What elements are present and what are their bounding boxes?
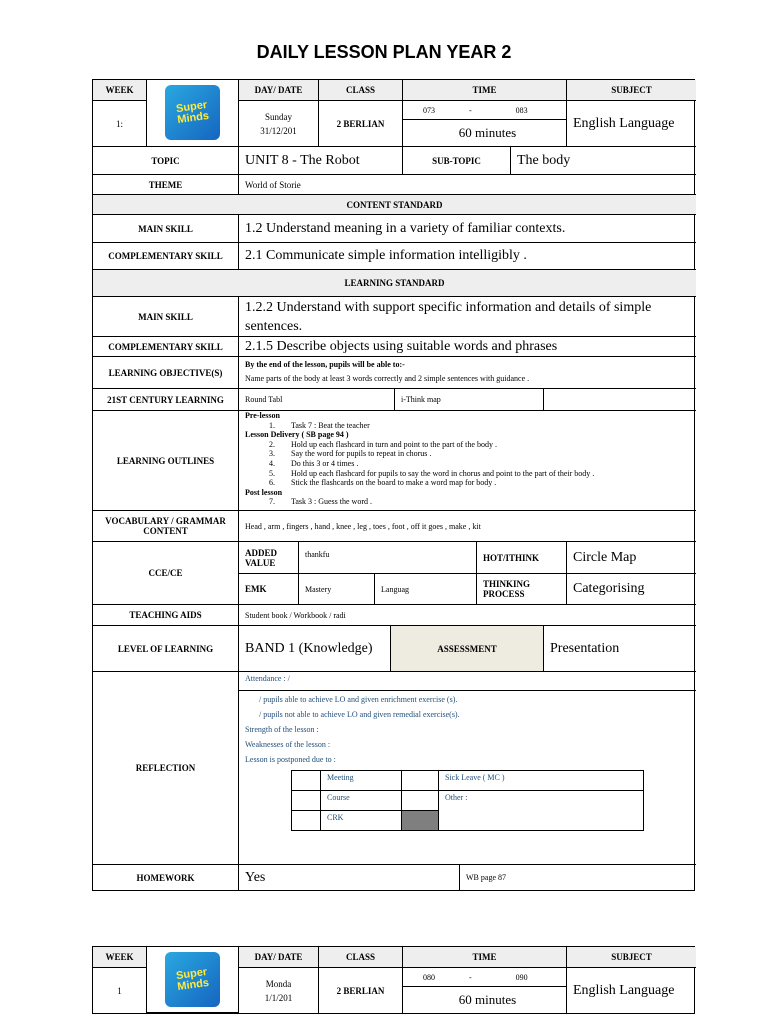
lesson-plan-table xyxy=(92,79,695,891)
reflection-label: REFLECTION xyxy=(93,672,239,865)
homework-ref: WB page 87 xyxy=(466,873,506,882)
subject-value-2: English Language xyxy=(573,982,675,998)
class-header: CLASS xyxy=(319,80,403,101)
time-header-2: TIME xyxy=(403,947,567,968)
reflection-weakness: Weaknesses of the lesson : xyxy=(245,740,331,749)
day-date-header-2: DAY/ DATE xyxy=(239,947,319,968)
century-value-1: Round Tabl xyxy=(239,389,395,411)
course-label: Course xyxy=(320,790,402,811)
day-date-header: DAY/ DATE xyxy=(239,80,319,101)
hot-label: HOT/ITHINK xyxy=(477,542,567,574)
cs-main-skill-label: MAIN SKILL xyxy=(93,215,239,243)
outlines-value: Pre-lesson 1. Task 7 : Beat the teacher Lesson Delivery ( SB page 94 ) 2. Hold up each flashcard in turn and point to the part of the body . 3. Say the word for pupils to repeat in chorus . 4. Do this 3 or 4 times . 5. Hold up each flashcard for pupils to say the word in chorus and point to the part of their body . 6. Stick the flashcards on the board to make a word map for body . Post lesson 7. Task 3 : Guess the word . xyxy=(239,411,696,511)
century-value-2: i-Think map xyxy=(395,389,544,411)
checkbox-sick-leave[interactable] xyxy=(401,770,439,791)
week-header: WEEK xyxy=(93,80,147,101)
thinking-value: Categorising xyxy=(567,574,696,605)
ls-comp-skill-label: COMPLEMENTARY SKILL xyxy=(93,337,239,357)
topic-value: UNIT 8 - The Robot xyxy=(239,147,403,175)
crk-shaded-cell xyxy=(401,810,439,831)
day-date-value: Sunday 31/12/201 xyxy=(239,101,319,147)
ls-main-skill-value: 1.2.2 Understand with support specific information and details of simple sentences. xyxy=(239,297,696,337)
aids-value: Student book / Workbook / radi xyxy=(239,605,696,626)
duration-value: 60 minutes xyxy=(403,120,567,147)
homework-label: HOMEWORK xyxy=(93,865,239,890)
super-minds-logo-2: Super Minds xyxy=(165,952,220,1007)
reflection-enrichment: / pupils able to achieve LO and given enrichment exercise (s). xyxy=(259,695,458,704)
time-header: TIME xyxy=(403,80,567,101)
checkbox-course[interactable] xyxy=(291,790,321,811)
attendance-line: Attendance : / xyxy=(239,672,696,691)
reflection-value xyxy=(239,672,696,865)
emk-value-2: Languag xyxy=(375,574,477,605)
checkbox-meeting[interactable] xyxy=(291,770,321,791)
sub-topic-value: The body xyxy=(511,147,696,175)
time-range-2: 080 - 090 xyxy=(403,968,567,987)
outlines-label: LEARNING OUTLINES xyxy=(93,411,239,511)
class-value-2: 2 BERLIAN xyxy=(319,968,403,1013)
theme-label: THEME xyxy=(93,175,239,195)
hot-value: Circle Map xyxy=(567,542,696,574)
assessment-value: Presentation xyxy=(544,626,696,672)
topic-label: TOPIC xyxy=(93,147,239,175)
logo-cell-2 xyxy=(147,947,239,1013)
duration-value-2: 60 minutes xyxy=(403,987,567,1013)
vocab-label: VOCABULARY / GRAMMAR CONTENT xyxy=(93,511,239,542)
homework-value: Yes xyxy=(239,865,460,890)
aids-label: TEACHING AIDS xyxy=(93,605,239,626)
class-value: 2 BERLIAN xyxy=(319,101,403,147)
content-standard-heading: CONTENT STANDARD xyxy=(93,195,696,215)
ls-comp-skill-value: 2.1.5 Describe objects using suitable words and phrases xyxy=(239,337,696,357)
week-value: 1: xyxy=(93,101,147,147)
next-lesson-table xyxy=(92,946,695,1014)
subject-value: English Language xyxy=(567,101,696,147)
logo-cell xyxy=(147,80,239,147)
page-title: DAILY LESSON PLAN YEAR 2 xyxy=(256,42,512,62)
objectives-value: By the end of the lesson, pupils will be able to:- Name parts of the body at least 3 words correctly and 2 simple sentences with guidance . xyxy=(239,357,696,389)
assessment-label: ASSESSMENT xyxy=(391,626,544,672)
day-date-value-2: Monda 1/1/201 xyxy=(239,968,319,1013)
objectives-label: LEARNING OBJECTIVE(S) xyxy=(93,357,239,389)
super-minds-logo: Super Minds xyxy=(165,85,220,140)
week-header-2: WEEK xyxy=(93,947,147,968)
reflection-postponed: Lesson is postponed due to : xyxy=(245,755,336,764)
reflection-remedial: / pupils not able to achieve LO and given remedial exercise(s). xyxy=(259,710,460,719)
thinking-label: THINKING PROCESS xyxy=(477,574,567,605)
reflection-strength: Strength of the lesson : xyxy=(245,725,319,734)
century-label: 21ST CENTURY LEARNING xyxy=(93,389,239,411)
century-value-3 xyxy=(544,389,696,411)
level-label: LEVEL OF LEARNING xyxy=(93,626,239,672)
week-value-2: 1 xyxy=(93,968,147,1013)
cs-comp-skill-value: 2.1 Communicate simple information intelligibly . xyxy=(239,243,696,270)
ls-main-skill-label: MAIN SKILL xyxy=(93,297,239,337)
checkbox-other[interactable] xyxy=(401,790,439,811)
checkbox-crk[interactable] xyxy=(291,810,321,831)
added-value-label: ADDED VALUE xyxy=(239,542,299,574)
vocab-value: Head , arm , fingers , hand , knee , leg , toes , foot , off it goes , make , kit xyxy=(239,511,696,542)
sick-leave-label: Sick Leave ( MC ) xyxy=(438,770,644,791)
subject-header-2: SUBJECT xyxy=(567,947,696,968)
level-value: BAND 1 (Knowledge) xyxy=(239,626,391,672)
emk-value-1: Mastery xyxy=(299,574,375,605)
emk-label: EMK xyxy=(239,574,299,605)
learning-standard-heading: LEARNING STANDARD xyxy=(93,270,696,297)
cs-comp-skill-label: COMPLEMENTARY SKILL xyxy=(93,243,239,270)
theme-value: World of Storie xyxy=(239,175,696,195)
crk-label: CRK xyxy=(320,810,402,831)
cs-main-skill-value: 1.2 Understand meaning in a variety of familiar contexts. xyxy=(239,215,696,243)
other-label: Other : xyxy=(438,790,644,831)
time-range: 073 - 083 xyxy=(403,101,567,120)
sub-topic-label: SUB-TOPIC xyxy=(403,147,511,175)
class-header-2: CLASS xyxy=(319,947,403,968)
subject-header: SUBJECT xyxy=(567,80,696,101)
added-value-value: thankfu xyxy=(299,542,477,574)
meeting-label: Meeting xyxy=(320,770,402,791)
cce-label: CCE/CE xyxy=(93,542,239,605)
